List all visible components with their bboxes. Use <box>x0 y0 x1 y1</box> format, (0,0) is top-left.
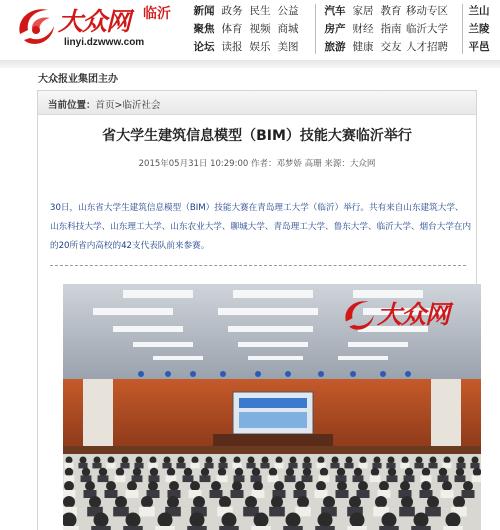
nav-link[interactable]: 汽车 <box>324 5 346 17</box>
breadcrumb-label: 当前位置： <box>48 100 96 111</box>
content-divider <box>50 265 466 266</box>
nav-link[interactable]: 平邑 <box>468 41 490 53</box>
nav-row <box>465 2 493 20</box>
nav-row <box>465 20 493 38</box>
logo-swirl-icon <box>14 4 58 48</box>
watermark-swirl-icon <box>341 295 377 335</box>
nav-group-districts <box>465 2 493 56</box>
nav-row <box>465 38 493 56</box>
nav-link[interactable]: 新闻 <box>193 5 215 17</box>
nav-group-services <box>321 2 449 56</box>
nav-link[interactable]: 教育 <box>380 5 402 17</box>
nav-row <box>190 2 302 20</box>
nav-divider <box>315 4 316 54</box>
nav-link[interactable]: 体育 <box>221 23 243 35</box>
nav-row <box>190 20 302 38</box>
nav-link[interactable]: 论坛 <box>193 41 215 53</box>
nav-link[interactable]: 民生 <box>249 5 271 17</box>
article-title: 省大学生建筑信息模型（BIM）技能大赛临沂举行 <box>102 128 412 144</box>
nav-link[interactable]: 兰山 <box>468 5 490 17</box>
nav-link[interactable]: 临沂大学 <box>406 23 448 35</box>
breadcrumb <box>48 97 161 111</box>
nav-divider <box>462 4 463 54</box>
logo-city: 临沂 <box>143 6 171 22</box>
site-header <box>0 0 500 60</box>
article-paragraph: 30日，山东省大学生建筑信息模型（BIM）技能大赛在青岛理工大学（临沂）举行。共有来自山东建筑大学、山东科技大学、山东理工大学、山东农业大学、聊城大学、青岛理工大学、鲁东大学、临沂大学、烟台大学在内的20所省内高校的42支代表队前来参赛。 <box>50 203 472 251</box>
nav-link[interactable]: 商城 <box>277 23 299 35</box>
nav-row <box>190 38 302 56</box>
watermark-text: 大众网 <box>377 300 450 329</box>
nav-link[interactable]: 读报 <box>221 41 243 53</box>
site-logo[interactable] <box>14 2 184 54</box>
nav-link[interactable]: 美图 <box>277 41 299 53</box>
nav-link[interactable]: 健康 <box>352 41 374 53</box>
logo-url: linyi.dzwww.com <box>64 37 145 48</box>
nav-group-main <box>190 2 302 56</box>
nav-link[interactable]: 房产 <box>324 23 346 35</box>
nav-row <box>321 38 449 56</box>
breadcrumb-home-link[interactable]: 首页 <box>95 100 115 111</box>
nav-link[interactable]: 聚焦 <box>193 23 215 35</box>
nav-link[interactable]: 视频 <box>249 23 271 35</box>
nav-link[interactable]: 政务 <box>221 5 243 17</box>
sponsor-text: 大众报业集团主办 <box>38 74 118 85</box>
breadcrumb-bar <box>38 91 476 115</box>
photo-watermark <box>341 291 456 339</box>
nav-link[interactable]: 旅游 <box>324 41 346 53</box>
breadcrumb-section-link[interactable]: 临沂社会 <box>122 100 161 111</box>
nav-row <box>321 2 449 20</box>
nav-link[interactable]: 移动专区 <box>406 5 448 17</box>
nav-link[interactable]: 人才招聘 <box>406 41 448 53</box>
nav-link[interactable]: 指南 <box>380 23 402 35</box>
nav-row <box>321 20 449 38</box>
article-meta: 2015年05月31日 10:29:00 作者：邓梦娇 高珊 来源：大众网 <box>138 159 376 169</box>
nav-link[interactable]: 交友 <box>380 41 402 53</box>
breadcrumb-separator: > <box>114 100 123 111</box>
nav-link[interactable]: 家居 <box>352 5 374 17</box>
article-container <box>37 90 477 530</box>
nav-link[interactable]: 兰陵 <box>468 23 490 35</box>
nav-link[interactable]: 财经 <box>352 23 374 35</box>
logo-text: 大众网 <box>58 7 131 36</box>
nav-link[interactable]: 娱乐 <box>249 41 271 53</box>
nav-link[interactable]: 公益 <box>277 5 299 17</box>
header-divider-band <box>0 60 500 68</box>
